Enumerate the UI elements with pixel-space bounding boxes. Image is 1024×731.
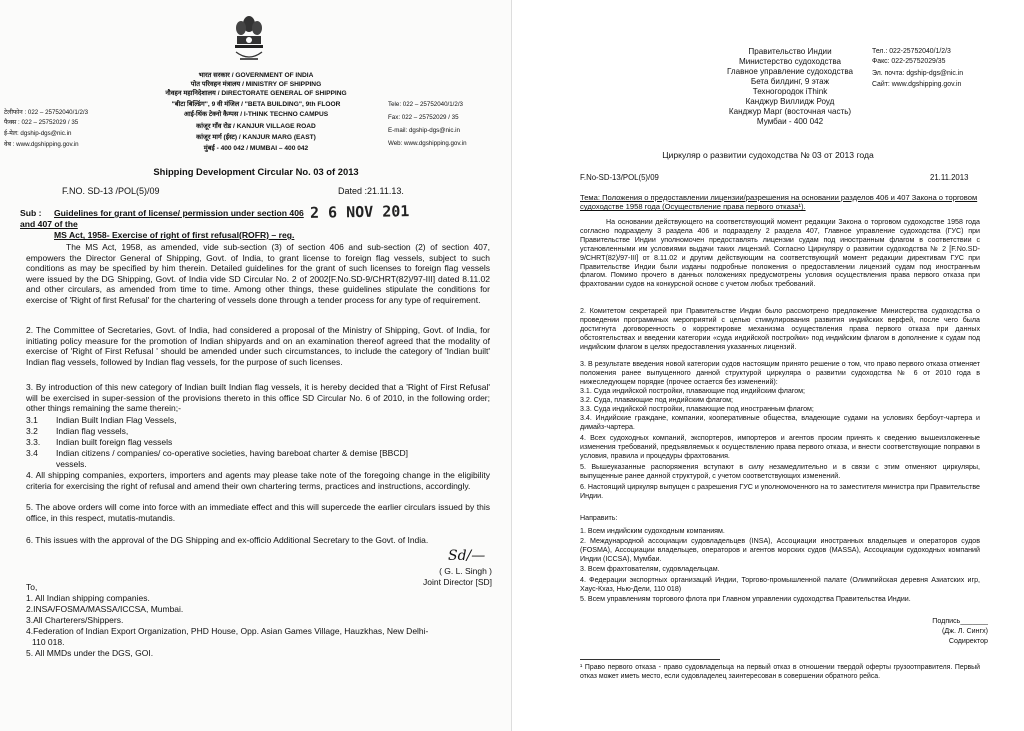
list-item: 3.3. Indian built foreign flag vessels bbox=[26, 437, 173, 447]
footnote: ¹ Право первого отказа - право судовладельца на первый отказ в отношении твердой оферты грузоотправителя. Первый отказ может иметь место, если судовладелец заинтересован в совершении обратного рейса. bbox=[580, 664, 980, 680]
paragraph-2: 2. The Committee of Secretaries, Govt. of India, had considered a proposal of the Ministry of Shipping, Govt. of India, for initiating policy measure for the promotion of Indian shipyards and on an examination thereof agreed that the modality of exercise of 'Right of First Refusal ' should be amended under such circumstances, to include the category of 'Indian built' Indian flag vessels, followed by Indian flag vessels, for the purpose of such licenses. bbox=[26, 325, 490, 367]
header-line: भारत सरकार / GOVERNMENT OF INDIA bbox=[198, 72, 314, 79]
paragraph-1: The MS Act, 1958, as amended, vide sub-section (3) of section 406 and sub-section (2) of section 407, empowers the Director General of Shipping, Govt. of India, to grant license to foreign flag vessels, subject to such conditions as may be specified by him therein. Detailed guidelines for the grant of such licenses to foreign flag vessels were issued by the DG Shipping, Govt. of India vide SD Circular No. 2 of 2002[F.No.SD-9/CHRT(82)/97-III] dated 8.11.02 and other circulars, as amended from time to time. Among other things, these guidelines stipulate the conditions for exercise of 'Right of first Refusal' for the chartering of vessels done through a tender process for any type of requirement. bbox=[26, 242, 490, 305]
recipient: 3. Всем фрахтователям, судовладельцам. bbox=[580, 565, 720, 573]
circular-title: Shipping Development Circular No. 03 of 2013 bbox=[153, 166, 359, 177]
contact-web: Сайт: www.dgshipping.gov.in bbox=[872, 81, 962, 88]
list-item: 3.2. Суда, плавающие под индийским флагом; bbox=[580, 396, 733, 404]
header-line: Правительство Индии bbox=[748, 47, 832, 56]
header-line: Главное управление судоходства bbox=[726, 67, 854, 76]
paragraph-2: 2. Комитетом секретарей при Правительстве Индии было рассмотрено предложение Министерства судоходства о проведении программных мероприятий с целью стимулирования развития индийских верфей, после чего была достигнута договоренность о корректировке механизма осуществления права первого отказа при данных обстоятельствах и введении категории «суда индийской постройки» под индийским флагом в дополнение к судам под индийским флагом в целях предоставления указанных лицензий. bbox=[580, 307, 980, 351]
subject-line: MS Act, 1958- Exercise of right of first refusal(ROFR) – reg. bbox=[54, 230, 295, 240]
file-reference: F.NO. SD-13 /POL(5)/09 bbox=[62, 186, 160, 196]
list-item: 3.4 Indian citizens / companies/ co-operative societies, having bareboat charter & demise [BBCD] bbox=[26, 448, 408, 458]
signatory-name: (Дж. Л. Сингх) bbox=[942, 627, 988, 635]
recipient: 1. Всем индийским судоходным компаниям. bbox=[580, 527, 725, 535]
date: Dated :21.11.13. bbox=[338, 186, 404, 196]
header-line: आई-थिंक टेक्नो कैम्पस / I-THINK TECHNO CAMPUS bbox=[183, 111, 329, 118]
contact-email: Эл. почта: dgship-dgs@nic.in bbox=[872, 70, 964, 77]
paragraph-1: На основании действующего на соответствующий момент редакции Закона о торговом судоходстве 1958 года согласно подразделу 3 раздела 406 и подразделу 2 раздела 407, Главное управление судоходства (ГУС) при Правительстве Индии уполномочен предоставлять лицензии судам под иностранным флагом в соответствии с установленными им условиями выдачи таких лицензий. Согласно Циркуляру о развитии судоходства № 2 [F.No.SD-9/CHRT(82)/97-III] от 8.11.02 и другим действующим на соответствующий момент редакции директивам ГУС при Правительстве Индии были изданы подробные положения о предоставлении лицензий судам под иностранным флагом. Помимо прочего в данных положениях предусмотрены условия осуществления права первого отказа при фрахтовании судов на конкурсной основе с учетом любых требований. bbox=[580, 218, 980, 289]
signature-line: Подпись_______ bbox=[932, 617, 988, 625]
contact-telephone: Тел.: 022-25752040/1/2/3 bbox=[872, 48, 951, 55]
received-date-stamp: 2 6 NOV 201 bbox=[309, 202, 410, 222]
recipient: 5. All MMDs under the DGS, GOI. bbox=[26, 648, 154, 658]
header-line: Канджур Виллидж Роуд bbox=[745, 97, 835, 106]
subject-line: Guidelines for grant of license/ permission under section 406 and 407 of the bbox=[20, 208, 304, 229]
national-emblem-icon bbox=[232, 14, 266, 66]
paragraph-4: 4. All shipping companies, exporters, importers and agents may please take note of the foregoing change in the eligibility criteria for exercising the right of refusal and amend their own chartering terms, practices and instructions, accordingly. bbox=[26, 470, 490, 491]
list-item: 3.3. Суда индийской постройки, плавающие под иностранным флагом; bbox=[580, 405, 814, 413]
header-line: Министерство судоходства bbox=[738, 57, 842, 66]
list-item-3-4: 3.4. Индийские граждане, компании, кооперативные общества, владеющие судами на условиях бербоут-чартера и димайз-чартера. bbox=[580, 414, 980, 431]
contact-fax: Факс: 022-25752029/35 bbox=[872, 58, 946, 65]
header-line: मुंबई - 400 042 / MUMBAI – 400 042 bbox=[203, 145, 309, 152]
paragraph-6: 6. This issues with the approval of the DG Shipping and ex-officio Additional Secretary to the Govt. of India. bbox=[26, 535, 429, 545]
contact-telephone: Tele: 022 – 25752040/1/2/3 bbox=[388, 101, 464, 108]
recipient: 110 018. bbox=[32, 637, 65, 647]
circular-title: Циркуляр о развитии судоходства № 03 от 2013 года bbox=[662, 150, 874, 160]
paragraph-5: 5. The above orders will come into force with an immediate effect and this will supercede the earlier circulars issued by this office, in this respect, mutatis-mutandis. bbox=[26, 502, 490, 523]
header-line: नौवहन महानिदेशालय / DIRECTORATE GENERAL OF SHIPPING bbox=[165, 90, 347, 97]
header-line: Техногородок iThink bbox=[752, 87, 828, 96]
footnote-separator bbox=[580, 659, 720, 660]
contact-fax: Fax: 022 – 25752029 / 35 bbox=[388, 114, 459, 121]
header-line: कांजूर गाँव रोड / KANJUR VILLAGE ROAD bbox=[196, 123, 316, 130]
contact-telephone: टेलीफोन : 022 – 25752040/1/2/3 bbox=[4, 109, 89, 116]
contact-email: E-mail: dgship-dgs@nic.in bbox=[388, 127, 460, 134]
recipient: 1. All Indian shipping companies. bbox=[26, 593, 150, 603]
recipient: 5. Всем управлениям торгового флота при Главном управлении судоходства Правительства Индии. bbox=[580, 595, 911, 603]
subject bbox=[580, 193, 980, 212]
contact-web: वेब : www.dgshipping.gov.in bbox=[4, 141, 79, 148]
list-item: 3.1 Indian Built Indian Flag Vessels, bbox=[26, 415, 177, 425]
subject-label: Sub : bbox=[20, 208, 42, 218]
paragraph-5: 5. Вышеуказанные распоряжения вступают в силу незамедлительно и в связи с этим отменяют циркуляры, выпущенные ранее данной структурой, с учетом соответствующих изменений. bbox=[580, 463, 980, 480]
contact-email: ई-मेल: dgship-dgs@nic.in bbox=[4, 130, 72, 137]
recipient: 4. Федерации экспортных организаций Индии, Торгово-промышленной палате (Олимпийская деревня Азиатских игр, Хаус-Кхаз, Нью-Дели, 110 018) bbox=[580, 576, 980, 593]
recipient: 2.INSA/FOSMA/MASSA/ICCSA, Mumbai. bbox=[26, 604, 184, 614]
recipient: 4.Federation of Indian Export Organization, PHD House, Opp. Asian Games Village, Hauzkhas, New Delhi- bbox=[26, 626, 429, 636]
paragraph-3: 3. By introduction of this new category of Indian built Indian flag vessels, it is hereby decided that a 'Right of First Refusal' will be exercised in super-session of the provisions thereto in this office SD Circular No. 6 of 2010, in the following order; other things remaining the same therein;- bbox=[26, 382, 490, 414]
send-to-label: Направить: bbox=[580, 514, 618, 522]
signatory-title: Содиректор bbox=[948, 637, 988, 645]
contact-web: Web: www.dgshipping.gov.in bbox=[388, 140, 467, 147]
header-line: Канджур Марг (восточная часть) bbox=[728, 107, 852, 116]
paragraph-6: 6. Настоящий циркуляр выпущен с разрешения ГУС и уполномоченного на то заместителя министра при Правительстве Индии. bbox=[580, 483, 980, 500]
subject-text: Тема: Положения о предоставлении лицензии/разрешения на основании разделов 406 и 407 Закона о торговом судоходстве 1958 года (Осуществление права первого отказа¹). bbox=[580, 193, 978, 212]
signatory-title: Joint Director [SD] bbox=[423, 577, 492, 587]
list-item-continuation: vessels. bbox=[56, 459, 87, 469]
to-label: To, bbox=[26, 582, 38, 592]
header-line: कांजूर मार्ग (ईस्ट) / KANJUR MARG (EAST) bbox=[196, 134, 316, 141]
handwritten-signature: Sd/— bbox=[448, 548, 486, 564]
recipient: 2. Международной ассоциации судовладельцев (INSA), Ассоциации иностранных владельцев и операторов судов (FOSMA), Ассоциации владельцев, операторов и агентов морских судов (MASSA), Ассоциации судоходных компаний Индии (ICCSA), Мумбаи. bbox=[580, 537, 980, 563]
header-line: Бета билдинг, 9 этаж bbox=[750, 77, 830, 86]
subject bbox=[20, 208, 320, 241]
paragraph-3: 3. В результате введения новой категории судов настоящим принято решение о том, что право первого отказа отменяет положения ранее выпущенного данной структурой циркуляра о развитии судоходства № 6 от 2010 года в нижеследующем порядке (прочее остается без изменений): bbox=[580, 360, 980, 386]
recipient: 3.All Charterers/Shippers. bbox=[26, 615, 124, 625]
header-line: "बीटा बिल्डिंग", 9 वी मंजिल / "BETA BUILDING", 9th FLOOR bbox=[171, 101, 341, 108]
file-reference: F.No-SD-13/POL(5)/09 bbox=[580, 173, 659, 182]
date: 21.11.2013 bbox=[930, 173, 969, 182]
list-item: 3.1. Суда индийской постройки, плавающие под индийским флагом; bbox=[580, 387, 806, 395]
list-item: 3.2 Indian flag vessels, bbox=[26, 426, 129, 436]
header-line: Мумбаи - 400 042 bbox=[756, 117, 824, 126]
signatory-name: ( G. L. Singh ) bbox=[439, 566, 492, 576]
contact-fax: फैक्स : 022 – 25752029 / 35 bbox=[4, 119, 79, 126]
paragraph-4: 4. Всех судоходных компаний, экспортеров, импортеров и агентов просим принять к сведению вышеизложенные изменения требований, предъявляемых к осуществлению права первого отказа, и внести соответствующие поправки в условия, правила и процедуры фрахтования. bbox=[580, 434, 980, 460]
header-line: पोत परिवहन मंत्रालय / MINISTRY OF SHIPPING bbox=[190, 81, 322, 88]
